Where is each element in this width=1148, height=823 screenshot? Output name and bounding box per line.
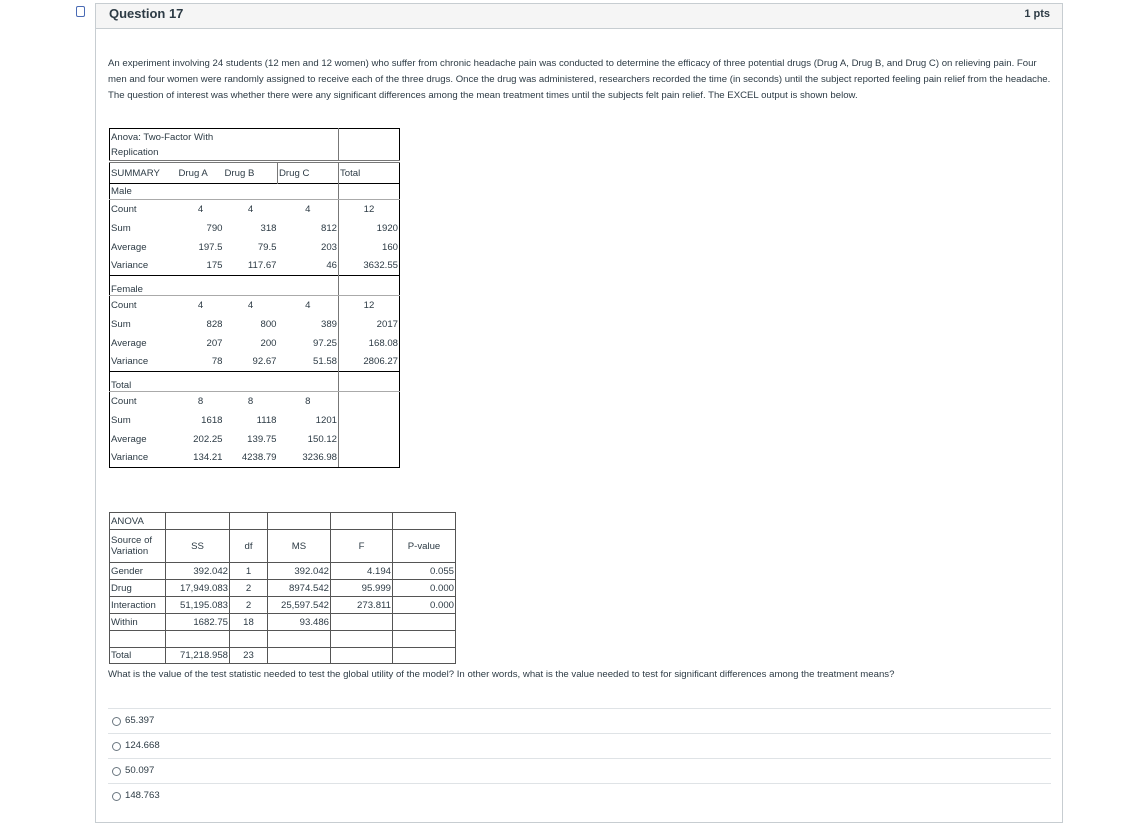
cell: 2806.27 xyxy=(339,353,400,372)
total-df: 23 xyxy=(230,648,268,664)
answer-option[interactable] xyxy=(108,708,1051,734)
summary-title-line2: Replication xyxy=(110,146,224,162)
summary-table xyxy=(109,128,400,468)
header-drug-a: Drug A xyxy=(178,167,208,179)
question-header xyxy=(96,4,1062,29)
cell: 273.811 xyxy=(331,597,393,614)
cell: 389 xyxy=(278,315,339,334)
cell: 392.042 xyxy=(268,563,331,580)
cell: 92.67 xyxy=(252,356,277,368)
row-label: Count xyxy=(110,200,178,219)
cell: 2 xyxy=(230,580,268,597)
cell: 1118 xyxy=(256,414,277,426)
cell: 150.12 xyxy=(278,430,339,449)
question-title: Question 17 xyxy=(109,6,184,21)
cell: 203 xyxy=(278,238,339,257)
cell: 1682.75 xyxy=(166,614,230,631)
source-label: Within xyxy=(110,614,166,631)
cell: 139.75 xyxy=(247,433,277,445)
cell: 800 xyxy=(260,318,277,330)
header-f: F xyxy=(331,530,393,563)
cell: 200 xyxy=(260,337,277,349)
header-drug-c: Drug C xyxy=(278,162,339,184)
cell: 4 xyxy=(247,203,254,215)
cell: 17,949.083 xyxy=(166,580,230,597)
radio-button[interactable] xyxy=(112,767,121,776)
cell: 207 xyxy=(206,337,223,349)
cell: 318 xyxy=(260,222,277,234)
group-label: Male xyxy=(110,184,178,200)
flag-question-icon[interactable] xyxy=(76,6,85,17)
anova-title: ANOVA xyxy=(110,513,166,530)
cell xyxy=(393,614,456,631)
cell: 4 xyxy=(278,200,339,219)
cell: 12 xyxy=(339,296,400,315)
anova-table xyxy=(109,512,456,664)
question-points: 1 pts xyxy=(1024,8,1050,20)
cell: 46 xyxy=(278,257,339,276)
total-label: Total xyxy=(110,648,166,664)
radio-button[interactable] xyxy=(112,717,121,726)
cell: 8 xyxy=(197,395,204,407)
question-prompt: What is the value of the test statistic needed to test the global utility of the model? In other words, what is the value needed to test for significant differences among the treatment means? xyxy=(108,669,895,680)
cell xyxy=(339,411,400,430)
row-label: Variance xyxy=(110,449,178,468)
total-ss: 71,218.958 xyxy=(166,648,230,664)
row-label: Count xyxy=(110,296,178,315)
row-label: Average xyxy=(110,430,178,449)
header-p-value: P-value xyxy=(393,530,456,563)
cell: 4.194 xyxy=(331,563,393,580)
answer-option[interactable] xyxy=(108,733,1051,759)
cell: 4 xyxy=(197,203,204,215)
header-ms: MS xyxy=(268,530,331,563)
summary-header: SUMMARY xyxy=(110,162,178,184)
cell: 392.042 xyxy=(166,563,230,580)
cell: 18 xyxy=(230,614,268,631)
answer-option[interactable] xyxy=(108,783,1051,809)
cell: 202.25 xyxy=(193,433,223,445)
answer-label[interactable]: 148.763 xyxy=(125,790,160,801)
header-df: df xyxy=(230,530,268,563)
group-label: Total xyxy=(110,372,178,392)
cell: 0.000 xyxy=(393,580,456,597)
cell: 93.486 xyxy=(268,614,331,631)
question-card xyxy=(95,3,1063,823)
cell xyxy=(331,614,393,631)
row-label: Sum xyxy=(110,411,178,430)
cell: 79.5 xyxy=(257,241,277,253)
summary-title: Anova: Two-Factor With xyxy=(110,129,224,146)
cell: 4 xyxy=(247,299,254,311)
row-label: Variance xyxy=(110,353,178,372)
cell: 8 xyxy=(247,395,254,407)
header-total: Total xyxy=(339,162,400,184)
cell: 175 xyxy=(206,260,223,272)
cell: 790 xyxy=(206,222,223,234)
answer-option[interactable] xyxy=(108,758,1051,784)
cell: 1 xyxy=(230,563,268,580)
cell xyxy=(339,392,400,411)
header-drug-b: Drug B xyxy=(224,167,255,179)
cell: 97.25 xyxy=(278,334,339,353)
row-label: Variance xyxy=(110,257,178,276)
header-ss: SS xyxy=(166,530,230,563)
answer-label[interactable]: 124.668 xyxy=(125,740,160,751)
cell: 160 xyxy=(339,238,400,257)
group-label: Female xyxy=(110,276,178,296)
cell: 3236.98 xyxy=(278,449,339,468)
cell: 78 xyxy=(211,356,223,368)
cell: 1920 xyxy=(339,219,400,238)
radio-button[interactable] xyxy=(112,792,121,801)
source-header: Source of Variation xyxy=(110,530,166,563)
cell: 2 xyxy=(230,597,268,614)
source-label: Drug xyxy=(110,580,166,597)
cell: 2017 xyxy=(339,315,400,334)
source-label: Gender xyxy=(110,563,166,580)
cell: 51.58 xyxy=(278,353,339,372)
cell: 1618 xyxy=(201,414,223,426)
question-text: An experiment involving 24 students (12 men and 12 women) who suffer from chronic headache pain was conducted to determine the efficacy of three potential drugs (Drug A, Drug B, and Drug C) on relieving pain. Four men and four women were randomly assigned to receive each of the three drugs. Once the drug was administered, researchers recorded the time (in seconds) until the subject reported feeling pain relief from the headache. The question of interest was whether there were any significant differences among the mean treatment times until the subjects felt pain relief. The EXCEL output is shown below. xyxy=(108,58,1051,101)
cell xyxy=(339,430,400,449)
answer-label[interactable]: 50.097 xyxy=(125,765,155,776)
cell: 117.67 xyxy=(247,260,277,272)
answer-label[interactable]: 65.397 xyxy=(125,715,155,726)
cell: 3632.55 xyxy=(339,257,400,276)
cell: 168.08 xyxy=(339,334,400,353)
row-label: Sum xyxy=(110,315,178,334)
cell: 828 xyxy=(206,318,223,330)
cell: 197.5 xyxy=(198,241,223,253)
row-label: Average xyxy=(110,334,178,353)
cell: 4 xyxy=(197,299,204,311)
cell: 25,597.542 xyxy=(268,597,331,614)
cell: 0.000 xyxy=(393,597,456,614)
row-label: Sum xyxy=(110,219,178,238)
cell: 12 xyxy=(339,200,400,219)
cell: 0.055 xyxy=(393,563,456,580)
cell: 812 xyxy=(278,219,339,238)
cell: 1201 xyxy=(278,411,339,430)
cell: 134.21 xyxy=(178,449,224,468)
row-label: Average xyxy=(110,238,178,257)
cell: 4238.79 xyxy=(224,449,278,468)
source-label: Interaction xyxy=(110,597,166,614)
cell: 4 xyxy=(278,296,339,315)
cell: 8 xyxy=(278,392,339,411)
cell: 8974.542 xyxy=(268,580,331,597)
row-label: Count xyxy=(110,392,178,411)
cell xyxy=(339,449,400,468)
radio-button[interactable] xyxy=(112,742,121,751)
cell: 95.999 xyxy=(331,580,393,597)
cell: 51,195.083 xyxy=(166,597,230,614)
